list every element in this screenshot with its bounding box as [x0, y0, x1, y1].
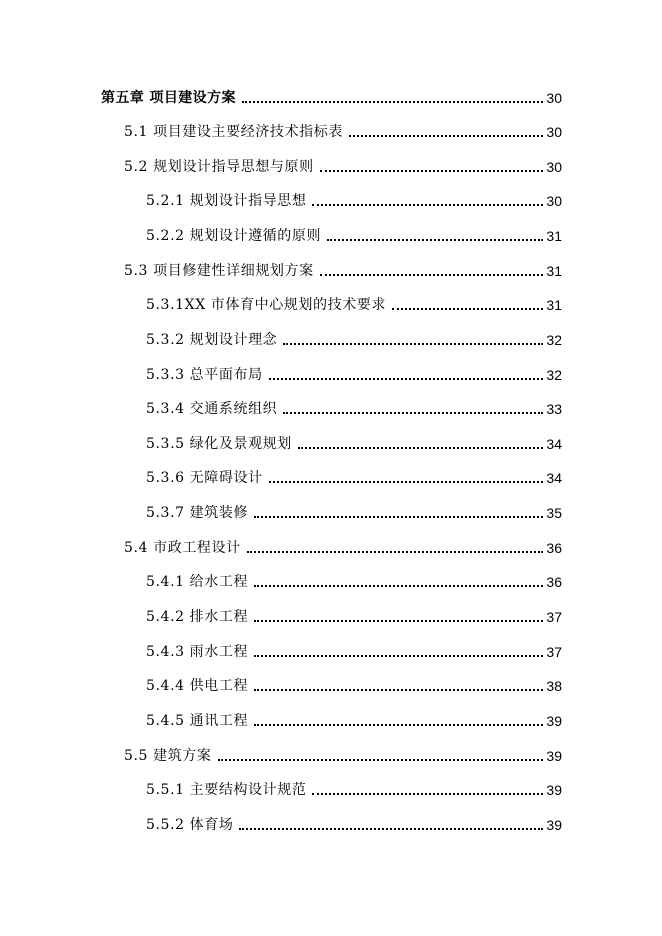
- toc-entry-page-number: 30: [546, 193, 562, 209]
- toc-dot-leader: [254, 516, 543, 518]
- toc-entry-page-number: 39: [546, 782, 562, 798]
- toc-entry-5-2[interactable]: [124, 156, 562, 178]
- toc-entry-page-number: 37: [546, 609, 562, 625]
- toc-dot-leader: [269, 378, 544, 380]
- toc-entry-page-number: 37: [546, 644, 562, 660]
- toc-entry-title: 第五章 项目建设方案: [101, 90, 236, 106]
- toc-entry-title: 5.3.3 总平面布局: [146, 367, 263, 383]
- toc-entry-5-5-1[interactable]: [146, 779, 562, 801]
- toc-entry-page-number: 33: [546, 401, 562, 417]
- toc-dot-leader: [312, 204, 543, 206]
- toc-dot-leader: [327, 239, 543, 241]
- toc-entry-title: 5.4.1 给水工程: [146, 574, 249, 590]
- toc-entry-page-number: 31: [546, 263, 562, 279]
- toc-dot-leader: [254, 724, 543, 726]
- toc-entry-title: 5.4.2 排水工程: [146, 609, 249, 625]
- toc-entry-page-number: 39: [546, 748, 562, 764]
- toc-entry-title: 5.5.2 体育场: [146, 817, 234, 833]
- toc-entry-page-number: 39: [546, 817, 562, 833]
- toc-entry-title: 5.4 市政工程设计: [124, 540, 241, 556]
- toc-entry-5-1[interactable]: [124, 121, 562, 143]
- toc-entry-5-3-4[interactable]: [146, 398, 562, 420]
- toc-entry-page-number: 30: [546, 159, 562, 175]
- toc-entry-5-4-3[interactable]: [146, 641, 562, 663]
- toc-entry-5-4-1[interactable]: [146, 571, 562, 593]
- toc-entry-page-number: 39: [546, 713, 562, 729]
- toc-entry-5-5[interactable]: [124, 745, 562, 767]
- toc-entry-page-number: 35: [546, 505, 562, 521]
- toc-entry-page-number: 38: [546, 678, 562, 694]
- toc-dot-leader: [254, 655, 543, 657]
- toc-entry-5-3-7[interactable]: [146, 502, 562, 524]
- toc-dot-leader: [283, 412, 543, 414]
- toc-dot-leader: [254, 585, 543, 587]
- toc-entry-page-number: 31: [546, 228, 562, 244]
- toc-dot-leader: [320, 274, 544, 276]
- toc-entry-5-3[interactable]: [124, 260, 562, 282]
- toc-entry-title: 5.2.2 规划设计遵循的原则: [146, 228, 322, 244]
- toc-entry-title: 5.3.6 无障碍设计: [146, 470, 263, 486]
- toc-entry-page-number: 34: [546, 470, 562, 486]
- toc-entry-5-3-5[interactable]: [146, 433, 562, 455]
- toc-entry-title: 5.4.5 通讯工程: [146, 713, 249, 729]
- toc-entry-page-number: 31: [546, 297, 562, 313]
- toc-dot-leader: [269, 481, 544, 483]
- toc-entry-title: 5.1 项目建设主要经济技术指标表: [124, 124, 343, 140]
- toc-dot-leader: [312, 793, 543, 795]
- toc-dot-leader: [392, 308, 543, 310]
- toc-entry-page-number: 36: [546, 540, 562, 556]
- toc-entry-5-4-5[interactable]: [146, 710, 562, 732]
- toc-dot-leader: [218, 759, 544, 761]
- toc-entry-title: 5.3.5 绿化及景观规划: [146, 436, 292, 452]
- toc-entry-chapter-5[interactable]: [101, 87, 562, 109]
- toc-entry-title: 5.3.1XX 市体育中心规划的技术要求: [146, 297, 387, 313]
- toc-entry-page-number: 32: [546, 332, 562, 348]
- toc-entry-5-2-1[interactable]: [146, 190, 562, 212]
- toc-entry-title: 5.3.2 规划设计理念: [146, 332, 278, 348]
- toc-dot-leader: [349, 135, 544, 137]
- toc-entry-page-number: 36: [546, 574, 562, 590]
- toc-entry-title: 5.3 项目修建性详细规划方案: [124, 263, 314, 279]
- toc-entry-5-3-2[interactable]: [146, 329, 562, 351]
- toc-dot-leader: [254, 689, 543, 691]
- toc-entry-5-4[interactable]: [124, 537, 562, 559]
- toc-entry-5-3-6[interactable]: [146, 467, 562, 489]
- toc-entry-page-number: 30: [546, 90, 562, 106]
- toc-dot-leader: [283, 343, 543, 345]
- toc-entry-page-number: 34: [546, 436, 562, 452]
- toc-entry-5-2-2[interactable]: [146, 225, 562, 247]
- toc-entry-title: 5.5.1 主要结构设计规范: [146, 782, 307, 798]
- toc-entry-page-number: 30: [546, 124, 562, 140]
- toc-entry-5-4-2[interactable]: [146, 606, 562, 628]
- toc-entry-5-3-1[interactable]: [146, 294, 562, 316]
- toc-entry-title: 5.3.4 交通系统组织: [146, 401, 278, 417]
- toc-dot-leader: [247, 551, 544, 553]
- toc-dot-leader: [242, 101, 544, 103]
- toc-dot-leader: [254, 620, 543, 622]
- toc-entry-5-3-3[interactable]: [146, 364, 562, 386]
- toc-entry-title: 5.2 规划设计指导思想与原则: [124, 159, 314, 175]
- toc-dot-leader: [298, 447, 544, 449]
- toc-entry-title: 5.2.1 规划设计指导思想: [146, 193, 307, 209]
- toc-entry-page-number: 32: [546, 367, 562, 383]
- toc-dot-leader: [239, 828, 543, 830]
- toc-entry-5-5-2[interactable]: [146, 814, 562, 836]
- toc-entry-5-4-4[interactable]: [146, 675, 562, 697]
- toc-entry-title: 5.3.7 建筑装修: [146, 505, 249, 521]
- toc-entry-title: 5.4.4 供电工程: [146, 678, 249, 694]
- toc-dot-leader: [320, 170, 544, 172]
- toc-entry-title: 5.4.3 雨水工程: [146, 644, 249, 660]
- toc-entry-title: 5.5 建筑方案: [124, 748, 212, 764]
